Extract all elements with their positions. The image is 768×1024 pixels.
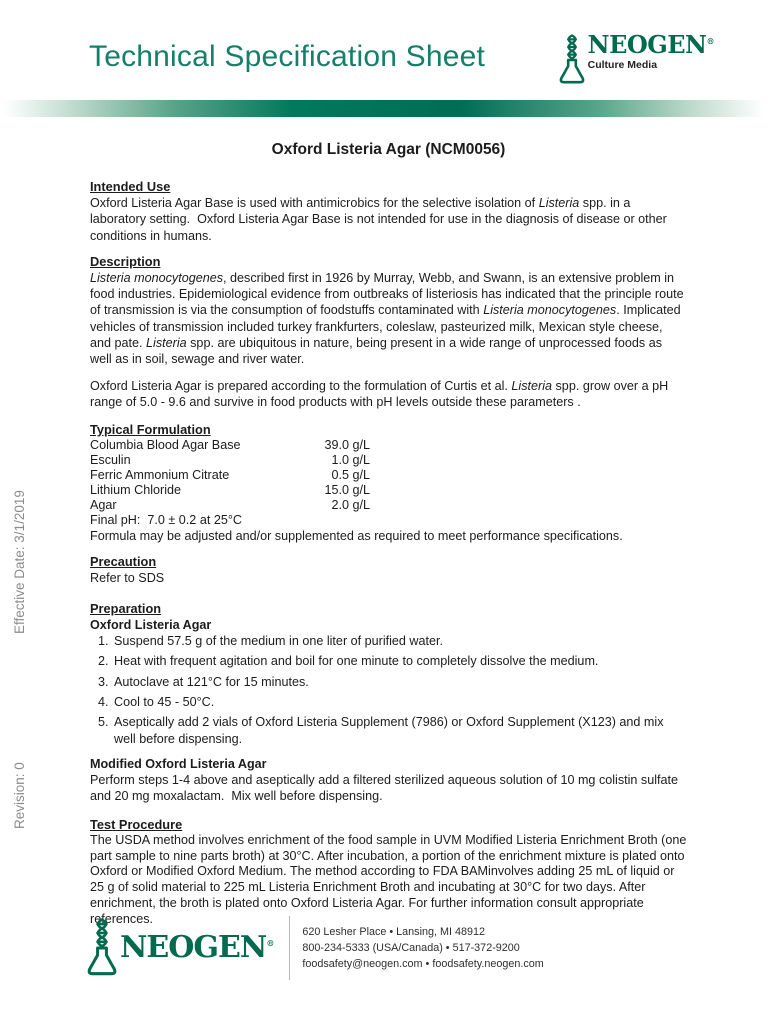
- section-description: [90, 253, 687, 410]
- preparation-step: 4. Cool to 45 - 50°C.: [112, 694, 687, 710]
- footer-phone: 800-234-5333 (USA/Canada) • 517-372-9200: [302, 942, 520, 954]
- preparation-step: 3. Autoclave at 121°C for 15 minutes.: [112, 674, 687, 690]
- green-gradient-bar: [0, 100, 768, 117]
- modified-oxford-text: Perform steps 1-4 above and aseptically add a filtered sterilized aqueous solution of 10 mg colistin sulfate and 20 mg moxalactam. Mix well before dispensing.: [90, 773, 682, 804]
- formulation-note: Formula may be adjusted and/or supplemented as required to meet performance specifications.: [90, 528, 623, 543]
- description-paragraph-1: Listeria monocytogenes, described first in 1926 by Murray, Webb, and Swann, is an extensive problem in food industries. Epidemiological evidence from outbreaks of listeriosis has indicated that the principle route of transmission is via the consumption of foodstuffs contaminated with Listeria monocytogenes. Implicated vehicles of transmission included turkey frankfurters, coleslaw, pasteurized milk, Mexican style cheese, and pate. Listeria spp. are ubiquitous in nature, being present in a wide range of unprocessed foods as well as in soil, sewage and river water.: [90, 270, 688, 367]
- formulation-row: [90, 483, 687, 498]
- typical-formulation-heading: Typical Formulation: [90, 422, 211, 438]
- footer-neogen-logo: [86, 917, 273, 979]
- neogen-logo: [559, 32, 714, 88]
- formulation-row: [90, 453, 687, 468]
- test-procedure-heading: Test Procedure: [90, 816, 183, 832]
- footer: [86, 916, 544, 980]
- test-procedure-text: The USDA method involves enrichment of the food sample in UVM Modified Listeria Enrichment Broth (one part sample to nine parts broth) at 30°C. After incubation, a portion of the enrichment mixture is plated onto Oxford or Modified Oxford Medium. The method according to FDA BAMinvolves adding 25 mL of liquid or 25 g of solid material to 225 mL Listeria Enrichment Broth and incubating at 30°C for two days. After enrichment, the broth is plated onto Oxford Listeria Agar. For further information consult appropriate references.: [90, 832, 690, 926]
- final-ph-line: Final pH: 7.0 ± 0.2 at 25°C: [90, 513, 242, 528]
- section-typical-formulation: [90, 421, 687, 544]
- footer-address: 620 Lesher Place • Lansing, MI 48912: [302, 926, 485, 938]
- footer-contact-info: [302, 924, 543, 972]
- section-preparation: [90, 600, 687, 805]
- section-test-procedure: [90, 816, 690, 928]
- formulation-row: [90, 498, 687, 513]
- ingredient-amount: 2.0 g/L: [331, 498, 370, 513]
- neogen-flask-icon: [559, 32, 585, 88]
- preparation-step: 5. Aseptically add 2 vials of Oxford Listeria Supplement (7986) or Oxford Supplement (X123) and mix well before dispensing.: [112, 714, 687, 747]
- ingredient-amount: 0.5 g/L: [331, 468, 370, 483]
- precaution-text: Refer to SDS: [90, 571, 165, 586]
- sheet-title: Technical Specification Sheet: [89, 40, 486, 73]
- modified-oxford-subheading: Modified Oxford Listeria Agar: [90, 756, 267, 771]
- neogen-flask-icon: [86, 917, 118, 979]
- revision-label: Revision: 0: [12, 762, 27, 830]
- intended-use-text: Oxford Listeria Agar Base is used with antimicrobics for the selective isolation of Listeria spp. in a laboratory setting. Oxford Listeria Agar Base is not intended for use in the diagnosis of disease or other conditions in humans.: [90, 196, 671, 243]
- formulation-row: [90, 468, 687, 483]
- neogen-wordmark: NEOGEN®: [120, 930, 274, 965]
- effective-date-label: Effective Date: 3/1/2019: [12, 490, 27, 634]
- product-title: Oxford Listeria Agar (NCM0056): [271, 141, 506, 158]
- ingredient-name: Esculin: [90, 453, 131, 468]
- preparation-step: 2. Heat with frequent agitation and boil for one minute to completely dissolve the medium.: [112, 653, 687, 669]
- section-intended-use: [90, 178, 687, 244]
- footer-divider: [289, 916, 290, 980]
- preparation-heading: Preparation: [90, 600, 162, 616]
- neogen-wordmark: NEOGEN®: [587, 30, 714, 59]
- description-heading: Description: [90, 253, 161, 269]
- ingredient-amount: 39.0 g/L: [324, 438, 370, 453]
- precaution-heading: Precaution: [90, 554, 157, 570]
- registered-mark: ®: [706, 36, 714, 46]
- modified-oxford-block: [90, 756, 687, 805]
- preparation-step: 1. Suspend 57.5 g of the medium in one liter of purified water.: [112, 633, 687, 649]
- ingredient-name: Agar: [90, 498, 117, 513]
- section-precaution: [90, 553, 687, 586]
- preparation-steps-list: [90, 633, 687, 747]
- formulation-row: [90, 438, 687, 453]
- document-body: [90, 140, 690, 928]
- ingredient-name: Columbia Blood Agar Base: [90, 438, 241, 453]
- ingredient-amount: 1.0 g/L: [331, 453, 370, 468]
- ingredient-amount: 15.0 g/L: [324, 483, 370, 498]
- description-paragraph-2: Oxford Listeria Agar is prepared according to the formulation of Curtis et al. Listeria spp. grow over a pH range of 5.0 - 9.6 and survive in food products with pH levels outside these parameters .: [90, 378, 672, 409]
- intended-use-heading: Intended Use: [90, 179, 171, 194]
- formulation-table: [90, 438, 687, 513]
- footer-email-web: foodsafety@neogen.com • foodsafety.neogen.com: [302, 958, 544, 970]
- header: [0, 0, 768, 100]
- culture-media-tagline: Culture Media: [587, 59, 658, 72]
- neogen-logo-text: [588, 32, 714, 71]
- registered-mark: ®: [266, 938, 274, 948]
- ingredient-name: Lithium Chloride: [90, 483, 181, 498]
- ingredient-name: Ferric Ammonium Citrate: [90, 468, 230, 483]
- oxford-agar-subheading: Oxford Listeria Agar: [90, 617, 212, 632]
